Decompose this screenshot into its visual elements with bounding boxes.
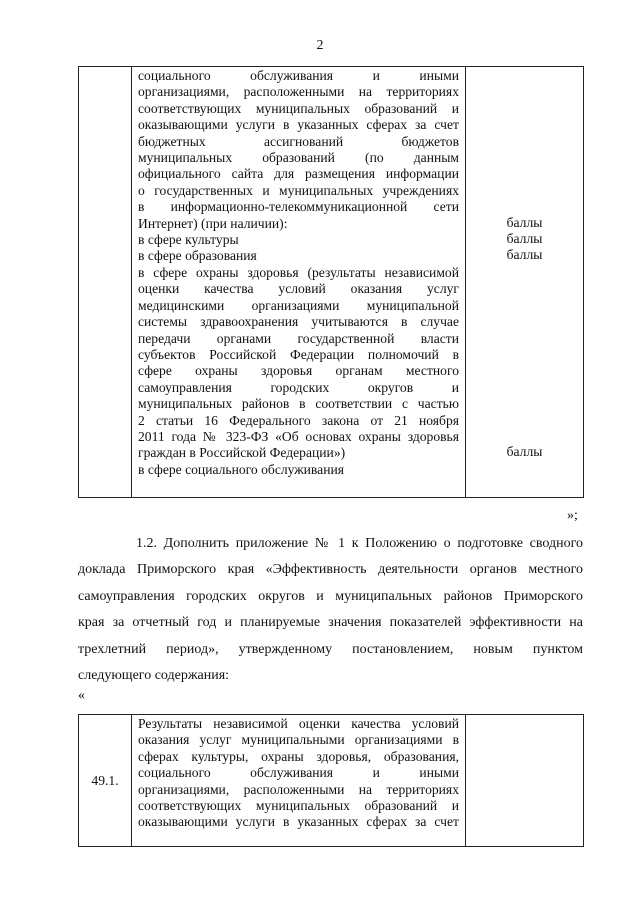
description-line: в информационно-телекоммуникационной сети <box>138 199 459 215</box>
description-line: граждан в Российской Федерации») <box>138 445 346 461</box>
unit-culture: баллы <box>506 214 543 230</box>
description-line: организациями, расположенными на территориях <box>138 84 459 100</box>
description-line: 2011 года № 323-ФЗ «Об основах охраны здоровья <box>138 428 459 444</box>
description-line: 2 статьи 16 Федерального закона от 21 ноября <box>138 412 459 428</box>
description-cell <box>132 67 466 498</box>
description-line: медицинскими организациями муниципальной <box>138 297 459 313</box>
paragraph-line: самоуправления городских округов и муниципальных районов Приморского <box>78 588 583 604</box>
description-cell <box>132 715 466 847</box>
amendment-paragraph <box>96 531 583 558</box>
closing-quote: »; <box>567 508 578 523</box>
description-line: передачи органами государственной власти <box>138 330 459 346</box>
unit-education: баллы <box>506 230 543 246</box>
description-line: о государственных и муниципальных учреждениях <box>138 182 459 198</box>
number-cell <box>79 67 132 498</box>
units-cell <box>466 67 584 498</box>
description-line: в сфере образования <box>138 248 257 264</box>
paragraph-line: доклада Приморского края «Эффективность деятельности органов местного <box>78 562 583 577</box>
unit-other: баллы <box>506 247 543 263</box>
description-line: системы здравоохранения учитываются в случае <box>138 314 459 330</box>
page-number: 2 <box>316 38 324 53</box>
description-line: в сфере социального обслуживания <box>138 461 344 477</box>
description-line: организациями, расположенными на территориях <box>138 781 459 797</box>
description-line: сфере охраны здоровья органам местного <box>138 363 459 379</box>
description-line: социального обслуживания и иными <box>138 68 459 83</box>
unit-health: баллы <box>506 443 543 459</box>
paragraph-line: трехлетний период», утвержденному постановлением, новым пунктом <box>78 641 583 657</box>
description-line: в сфере охраны здоровья (результаты независимой <box>138 264 459 280</box>
description-line: в сфере культуры <box>138 232 239 248</box>
description-line: субъектов Российской Федерации полномочий в <box>138 346 459 362</box>
description-line: Результаты независимой оценки качества условий <box>138 716 459 731</box>
description-line: соответствующих муниципальных образований и <box>138 798 459 814</box>
description-line: Интернет) (при наличии): <box>138 215 288 231</box>
description-line: оказывающими услуги в указанных сферах за счет <box>138 814 459 830</box>
amendment-paragraph-body <box>78 557 583 690</box>
paragraph-line: 1.2. Дополнить приложение № 1 к Положению о подготовке сводного <box>136 536 583 551</box>
item-number: 49.1. <box>79 715 132 847</box>
description-line: муниципальных образований (по данным <box>138 150 459 166</box>
description-line: самоуправления городских округов и <box>138 379 459 395</box>
indicator-table-new <box>78 714 584 847</box>
description-line: сферах культуры, охраны здоровья, образования, <box>138 748 459 764</box>
description-line: оказания услуг муниципальными организациями в <box>138 732 459 748</box>
description-line: бюджетных ассигнований бюджетов <box>138 133 459 149</box>
paragraph-line: следующего содержания: <box>78 668 230 683</box>
paragraph-line: края за отчетный год и планируемые значения показателей эффективности на <box>78 615 583 630</box>
indicator-table-continued <box>78 66 584 498</box>
description-line: официального сайта для размещения информации <box>138 166 459 182</box>
units-cell <box>466 715 584 847</box>
description-line: оценки качества условий оказания услуг <box>138 281 459 297</box>
description-line: оказывающими услуги в указанных сферах за счет <box>138 117 459 133</box>
description-line: муниципальных районов в соответствии с частью <box>138 396 459 412</box>
description-line: соответствующих муниципальных образований и <box>138 100 459 116</box>
description-line: социального обслуживания и иными <box>138 765 459 781</box>
opening-quote: « <box>78 688 85 703</box>
